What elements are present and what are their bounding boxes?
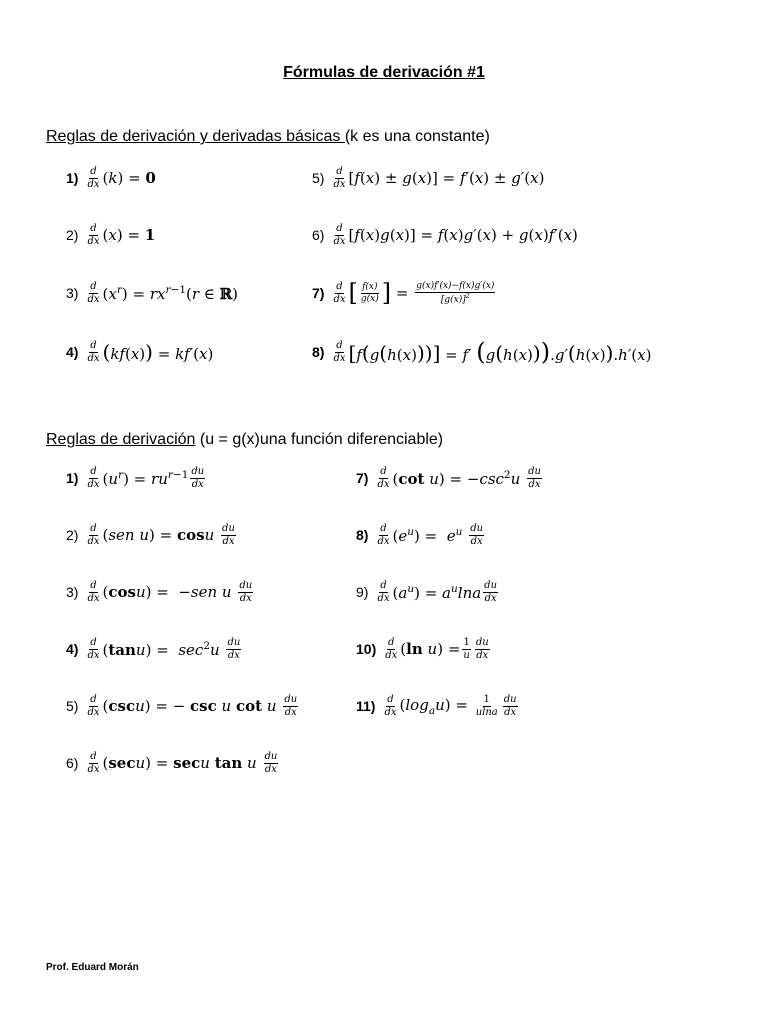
formula-rule-9: 9) $\frac{d}{dx}$ $(a^u) = a^u\ln a$ $\frac{du}{dx}$ [356,579,498,604]
formula-rule-2: 2) $\frac{d}{dx}$ (sen u) = cosu $\frac{du}{dx}$ [66,522,235,547]
formula-basic-6: 6) $\frac{d}{dx}$ [f(x)g(x)] = f(x)g′(x) + g(x)f′(x) [312,222,578,247]
formula-basic-7: 7) $\frac{d}{dx}$ [ $\frac{f(x)}{g(x)}$ ] = $\frac{g(x)f'(x)-f(x)g'(x)}{[g(x)]^2}$ [312,279,495,307]
formula-rule-4: 4) $\frac{d}{dx}$ $(\tan u) = \sec^2u$ $\frac{du}{dx}$ [66,636,241,661]
page-title: Fórmulas de derivación #1 [283,64,485,81]
formula-basic-5: 5) $\frac{d}{dx}$ [f(x) ± g(x)] = f′(x) ± g′(x) [312,165,545,190]
formula-basic-4: 4) $\frac{d}{dx}$ (kf(x)) = kf′(x) [66,339,214,364]
formula-rule-1: 1) $\frac{d}{dx}$ $(u^r) = ru^{r-1}$ $\frac{du}{dx}$ [66,465,205,490]
formula-rule-10: 10) $\frac{d}{dx}$ (ln u) = $\frac{1}{u}$ $\frac{du}{dx}$ [356,636,489,661]
formula-basic-8: 8) $\frac{d}{dx}$ [f(g(h(x)))] = f′ (g(h(x))).g′(h(x)).h′(x) [312,338,652,366]
formula-rule-6: 6) $\frac{d}{dx}$ (secu) = secu tan u $\frac{du}{dx}$ [66,750,278,775]
section-heading-rules-rest: (u = g(x)una función diferenciable) [195,431,444,448]
formula-rule-11: 11) $\frac{d}{dx}$ $(\log_au)$ = $\frac{1}{ulna}$ $\frac{du}{dx}$ [356,693,517,718]
formula-basic-3: 3) $\frac{d}{dx}$ $(x^r) = rx^{r-1}(r$ ∈ ℝ) [66,280,238,305]
section-heading-basic-underlined: Reglas de derivación y derivadas básicas [46,128,345,145]
formula-rule-8: 8) $\frac{d}{dx}$ $(e^u) = e^u$ $\frac{du}{dx}$ [356,522,484,547]
section-heading-basic-rest: (k es una constante) [344,128,490,145]
formula-rule-5: 5) $\frac{d}{dx}$ (cscu) = − csc u cot u $\frac{du}{dx}$ [66,693,298,718]
formula-basic-2: 2) $\frac{d}{dx}$ (x) = 1 [66,222,156,247]
section-heading-rules-underlined: Reglas de derivación [46,431,196,448]
section-heading-rules [46,431,443,449]
section-heading-basic [46,128,490,146]
formula-rule-7: 7) $\frac{d}{dx}$ (cot $u) = -\csc^2u$ $\frac{du}{dx}$ [356,465,541,490]
author-footer: Prof. Eduard Morán [46,962,139,973]
formula-basic-1: 1) $\frac{d}{dx}$ (k) = 0 [66,165,156,190]
formula-rule-3: 3) $\frac{d}{dx}$ (cosu) = −sen u $\frac{du}{dx}$ [66,579,253,604]
